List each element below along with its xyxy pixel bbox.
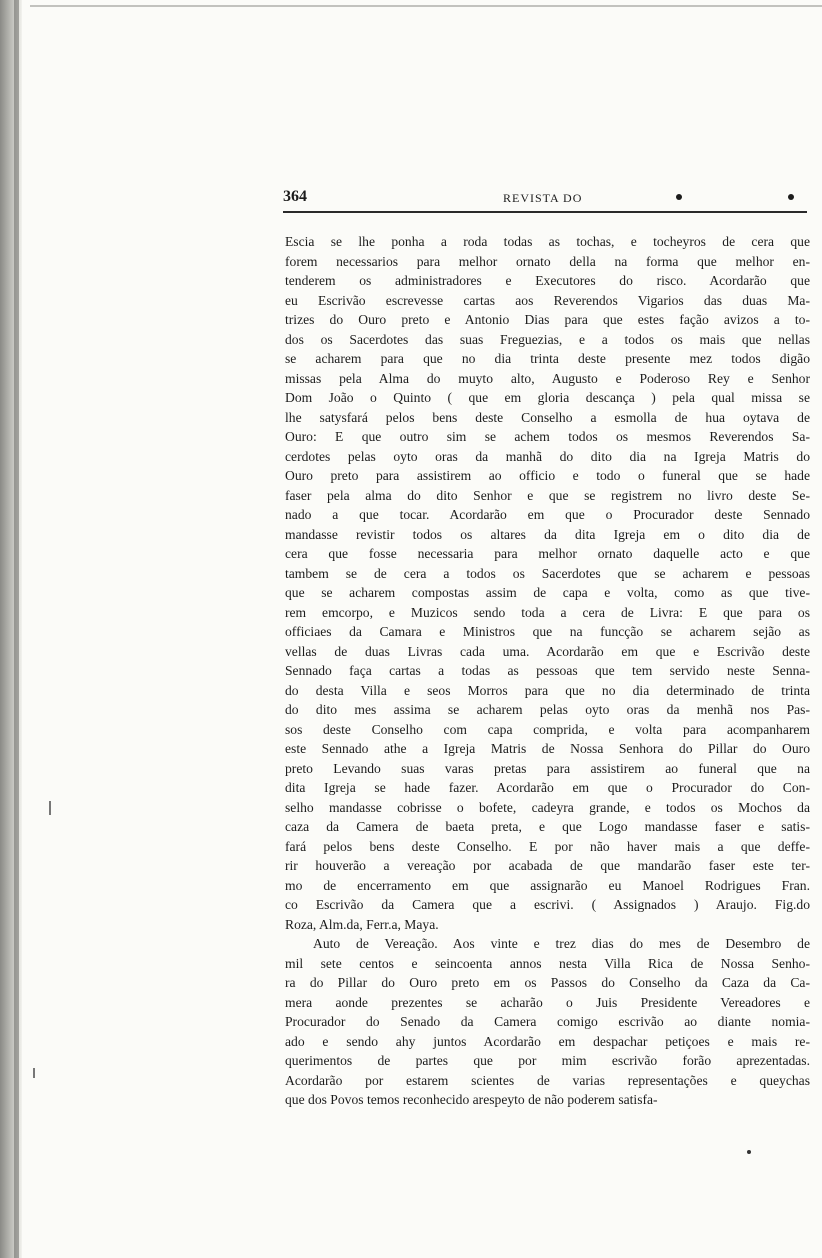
text-line: co Escrivão da Camera que a escrivi. ( Assignados ) Araujo. Fig.do [285,897,810,912]
text-line: vellas de duas Livras cada uma. Acordarão em que e Escrivão deste [285,643,810,659]
text-line: missas pela Alma do muyto alto, Augusto e Poderoso Rey e Senhor [285,370,810,386]
text-line: trizes do Ouro preto e Antonio Dias para que estes fação avizos a to- [285,312,810,327]
ornament-dot-icon [676,194,682,200]
text-line: que se acharem compostas assim de capa e volta, como as que tive- [285,585,810,600]
footer-speck [747,1150,751,1154]
scan-top-edge [30,5,822,7]
scan-speck [33,1068,35,1078]
text-line: officiaes da Camara e Ministros que na funcção se acharem sejão as [285,624,810,639]
text-line: forem necessarios para melhor ornato della na forma que melhor en- [285,253,810,269]
text-line: Escia se lhe ponha a roda todas as tochas, e tocheyros de cera que [285,234,810,249]
body-text [285,232,810,1110]
text-line: querimentos de partes que por mim escrivão forão aprezentadas. [285,1053,810,1068]
text-line: tambem se de cera a todos os Sacerdotes que se acharem e pessoas [285,565,810,581]
text-line: mera aonde prezentes se acharão o Juis Presidente Vereadores e [285,994,810,1010]
text-line: nado a que tocar. Acordarão em que o Procurador deste Sennado [285,507,810,522]
text-line: Ouro: E que outro sim se achem todos os mesmos Reverendos Sa- [285,429,810,444]
text-line: rir houverão a vereação por acabada de que mandarão faser este ter- [285,858,810,873]
text-line: fará pelos bens deste Conselho. E por não haver mais a que deffe- [285,838,810,854]
text-line: ra do Pillar do Ouro preto em os Passos do Conselho da Caza da Ca- [285,975,810,990]
text-line: do desta Villa e seos Morros para que no dia determinado de trinta [285,682,810,698]
text-line: Procurador do Senado da Camera comigo escrivão ao diante nomia- [285,1014,810,1029]
text-line: Dom João o Quinto ( que em gloria descança ) pela qual missa se [285,390,810,405]
ornament-dot-icon [788,194,794,200]
text-line: sos deste Conselho com capa comprida, e volta para acompanharem [285,721,810,737]
text-line: caza da Camera de baeta preta, e que Logo mandasse faser e satis- [285,819,810,834]
text-line: Auto de Vereação. Aos vinte e trez dias do mes de Desembro de [313,936,810,951]
text-line: preto Levando suas varas pretas para assistirem ao funeral que na [285,760,810,776]
running-title: REVISTA DO [503,191,583,205]
page-number: 364 [283,188,307,205]
text-line: eu Escrivão escrevesse cartas aos Reverendos Vigarios das duas Ma- [285,292,810,308]
text-line: mandasse revistir todos os altares da dita Igreja em o dito dia de [285,526,810,542]
text-line: Ouro preto para assistirem ao officio e todo o funeral que se hade [285,468,810,483]
text-line: Roza, Alm.da, Ferr.a, Maya. [285,916,439,932]
text-line: dita Igreja se hade fazer. Acordarão em que o Procurador do Con- [285,780,810,795]
text-line: ado e sendo ahy juntos Acordarão em despachar petiçoes e mais re- [285,1033,810,1049]
text-line: faser pela alma do dito Senhor e que se registrem no livro deste Se- [285,487,810,503]
page-binding-shadow [14,0,19,1258]
text-line: cera que fosse necessaria para melhor ornato daquelle acto e que [285,546,810,561]
header-rule [283,211,807,213]
text-line: selho mandasse cobrisse o bofete, cadeyra grande, e todos os Mochos da [285,799,810,815]
text-line: do dito mes assima se acharem pelas oyto oras da menhã nos Pas- [285,702,810,717]
text-line: mil sete centos e seincoenta annos nesta Villa Rica de Nossa Senho- [285,955,810,971]
text-line: este Sennado athe a Igreja Matris de Nossa Senhora do Pillar do Ouro [285,741,810,756]
text-line: lhe satysfará pelos bens deste Conselho a esmolla de hua oytava de [285,409,810,425]
scan-speck [49,801,51,815]
text-line: Acordarão por estarem scientes de varias representações e queychas [285,1072,810,1088]
text-line: mo de encerramento em que assignarão eu Manoel Rodrigues Fran. [285,877,810,893]
text-line: rem emcorpo, e Muzicos sendo toda a cera de Livra: E que para os [285,604,810,620]
text-line: que dos Povos temos reconhecido arespeyto de não poderem satisfa- [285,1092,658,1107]
text-line: se acharem para que no dia trinta deste presente mez todos digão [285,351,810,366]
text-line: Sennado faça cartas a todas as pessoas que tem servido neste Senna- [285,663,810,678]
running-head [283,188,807,210]
text-line: tenderem os administradores e Executores do risco. Acordarão que [285,273,810,288]
text-line: dos os Sacerdotes das suas Freguezias, e a todos os mais que nellas [285,331,810,347]
text-line: cerdotes pelas oyto oras da manhã do dito dia na Igreja Matris do [285,448,810,464]
